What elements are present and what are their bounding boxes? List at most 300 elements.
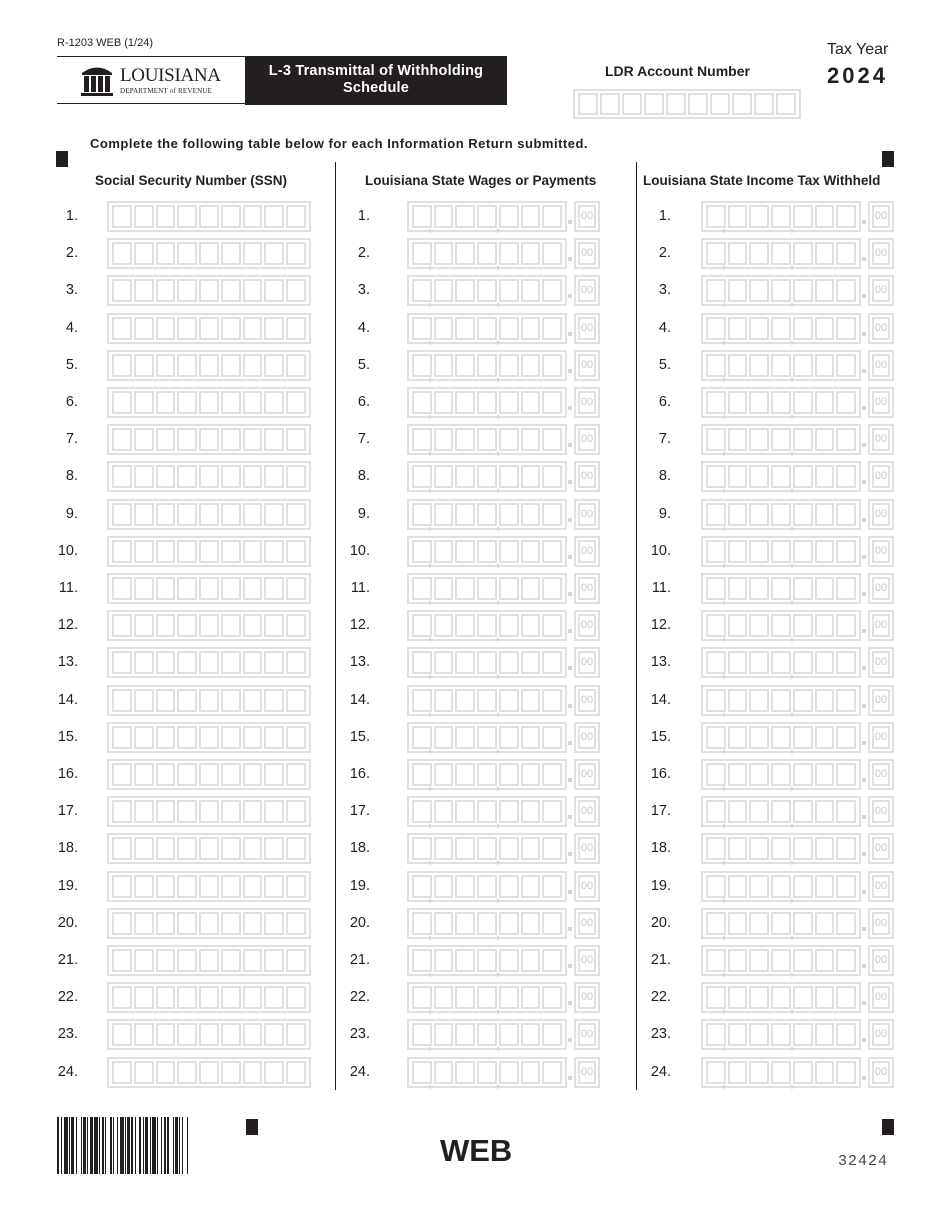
line-number: 12.: [650, 617, 671, 634]
thousands-separator: ,: [790, 218, 794, 234]
thousands-separator: ,: [496, 1036, 500, 1053]
ssn-field[interactable]: [107, 796, 311, 827]
line-number: 13.: [650, 654, 671, 671]
decimal-point: [568, 927, 572, 931]
decimal-point: [862, 1038, 866, 1042]
line-number: 11.: [350, 580, 370, 596]
decimal-point: [862, 443, 866, 447]
thousands-separator: ,: [722, 515, 726, 532]
line-number: 5.: [357, 356, 370, 373]
cents-placeholder: 00: [578, 949, 596, 972]
cents-field[interactable]: [574, 201, 600, 232]
ldr-account-label: LDR Account Number: [605, 63, 750, 79]
line-number: 24.: [650, 1063, 671, 1080]
line-number: 7.: [357, 431, 370, 448]
table-row: [0, 982, 950, 1016]
table-row: [0, 610, 950, 644]
line-number: 8.: [658, 468, 671, 485]
ssn-field[interactable]: [107, 982, 311, 1013]
table-row: [0, 945, 950, 976]
ssn-field[interactable]: [107, 424, 311, 455]
ssn-field[interactable]: [107, 647, 311, 678]
line-number: 1.: [65, 208, 78, 224]
decimal-point: [568, 1076, 572, 1080]
cents-field[interactable]: [868, 647, 894, 678]
cents-placeholder: 00: [872, 726, 890, 749]
thousands-separator: ,: [496, 627, 500, 644]
document-number: 32424: [838, 1153, 889, 1170]
thousands-separator: ,: [790, 1073, 794, 1090]
decimal-point: [862, 257, 866, 261]
decimal-point: [862, 555, 866, 559]
line-number: 13.: [349, 654, 370, 671]
thousands-separator: ,: [428, 1073, 432, 1090]
cents-field[interactable]: [868, 350, 894, 381]
line-number: 22.: [650, 989, 671, 1006]
decimal-point: [568, 964, 572, 968]
line-number: 2.: [658, 245, 671, 262]
line-number: 14.: [57, 691, 78, 708]
thousands-separator: ,: [790, 515, 794, 532]
decimal-point: [568, 741, 572, 745]
line-number: 18.: [57, 840, 78, 857]
thousands-separator: ,: [790, 776, 794, 792]
cents-placeholder: 00: [578, 837, 596, 860]
line-number: 10.: [650, 542, 671, 559]
table-row: [0, 536, 950, 567]
cents-placeholder: 00: [578, 651, 596, 674]
cents-field[interactable]: [574, 1019, 600, 1050]
decimal-point: [568, 592, 572, 596]
line-number: 24.: [349, 1063, 370, 1080]
thousands-separator: ,: [496, 924, 500, 941]
ssn-field[interactable]: [107, 759, 311, 790]
cents-placeholder: 00: [578, 205, 596, 228]
cents-field[interactable]: [868, 387, 894, 418]
line-number: 2.: [65, 245, 78, 262]
cents-placeholder: 00: [872, 242, 890, 265]
thousands-separator: ,: [496, 478, 500, 495]
thousands-separator: ,: [722, 552, 726, 569]
decimal-point: [568, 815, 572, 819]
cents-placeholder: 00: [872, 689, 890, 712]
thousands-separator: ,: [496, 887, 500, 904]
line-number: 10.: [57, 542, 78, 559]
thousands-separator: ,: [790, 850, 794, 867]
tax-year-value: 2024: [827, 63, 888, 88]
line-number: 5.: [65, 356, 78, 373]
cents-field[interactable]: [868, 759, 894, 790]
thousands-separator: ,: [722, 813, 726, 830]
cents-field[interactable]: [574, 499, 600, 530]
cents-field[interactable]: [574, 275, 600, 306]
table-row: [0, 201, 950, 232]
thousands-separator: ,: [496, 776, 500, 792]
decimal-point: [862, 518, 866, 522]
registration-mark: [246, 1119, 258, 1135]
thousands-separator: ,: [428, 218, 432, 234]
decimal-point: [862, 1001, 866, 1005]
line-number: 10.: [349, 542, 370, 559]
cents-placeholder: 00: [872, 503, 890, 526]
line-number: 16.: [57, 766, 78, 782]
decimal-point: [568, 480, 572, 484]
cents-placeholder: 00: [578, 242, 596, 265]
cents-field[interactable]: [868, 871, 894, 902]
cents-field[interactable]: [868, 201, 894, 232]
decimal-point: [862, 592, 866, 596]
decimal-point: [862, 220, 866, 224]
thousands-separator: ,: [722, 590, 726, 606]
logo-department: DEPARTMENT of REVENUE: [120, 87, 213, 95]
form-title-line2: Schedule: [342, 80, 410, 96]
thousands-separator: ,: [428, 738, 432, 755]
line-number: 7.: [65, 431, 78, 448]
cents-field[interactable]: [574, 313, 600, 344]
ldr-logo: [57, 56, 245, 104]
thousands-separator: ,: [790, 701, 794, 718]
decimal-point: [862, 294, 866, 298]
cents-field[interactable]: [574, 871, 600, 902]
cents-placeholder: 00: [872, 800, 890, 823]
cents-placeholder: 00: [872, 912, 890, 935]
cents-placeholder: 00: [872, 875, 890, 898]
cents-placeholder: 00: [872, 465, 890, 488]
thousands-separator: ,: [496, 255, 500, 272]
thousands-separator: ,: [428, 627, 432, 644]
cents-field[interactable]: [574, 796, 600, 827]
thousands-separator: ,: [790, 664, 794, 681]
table-row: [0, 238, 950, 272]
cents-placeholder: 00: [578, 1023, 596, 1046]
thousands-separator: ,: [496, 218, 500, 234]
cents-field[interactable]: [868, 1057, 894, 1088]
thousands-separator: ,: [722, 962, 726, 978]
cents-field[interactable]: [574, 424, 600, 455]
decimal-point: [862, 741, 866, 745]
thousands-separator: ,: [722, 850, 726, 867]
line-number: 23.: [650, 1026, 671, 1043]
thousands-separator: ,: [722, 478, 726, 495]
decimal-point: [568, 369, 572, 373]
capitol-emblem-icon: [79, 64, 115, 98]
ssn-field[interactable]: [107, 499, 311, 530]
line-number: 2.: [357, 245, 370, 262]
cents-field[interactable]: [574, 759, 600, 790]
thousands-separator: ,: [428, 962, 432, 978]
ssn-field[interactable]: [107, 871, 311, 902]
cents-placeholder: 00: [872, 1023, 890, 1046]
table-row: [0, 908, 950, 939]
line-number: 6.: [65, 394, 78, 410]
thousands-separator: ,: [790, 887, 794, 904]
thousands-separator: ,: [722, 404, 726, 420]
thousands-separator: ,: [722, 999, 726, 1016]
cents-field[interactable]: [868, 982, 894, 1013]
line-number: 22.: [57, 989, 78, 1006]
line-number: 19.: [650, 877, 671, 894]
cents-placeholder: 00: [872, 317, 890, 340]
decimal-point: [568, 294, 572, 298]
line-number: 17.: [650, 803, 671, 820]
ldr-account-input[interactable]: [573, 89, 801, 119]
decimal-point: [862, 852, 866, 856]
cents-placeholder: 00: [872, 540, 890, 563]
thousands-separator: ,: [790, 924, 794, 941]
table-row: [0, 833, 950, 867]
table-row: [0, 1019, 950, 1053]
cents-placeholder: 00: [578, 465, 596, 488]
line-number: 13.: [57, 654, 78, 671]
table-row: [0, 424, 950, 458]
thousands-separator: ,: [790, 255, 794, 272]
ssn-field[interactable]: [107, 685, 311, 716]
cents-field[interactable]: [868, 722, 894, 753]
column-header-wages: Louisiana State Wages or Payments: [365, 173, 597, 188]
cents-placeholder: 00: [578, 428, 596, 451]
decimal-point: [568, 1038, 572, 1042]
cents-placeholder: 00: [578, 800, 596, 823]
table-row: [0, 275, 950, 309]
line-number: 8.: [65, 468, 78, 485]
ssn-field[interactable]: [107, 945, 311, 976]
thousands-separator: ,: [722, 701, 726, 718]
barcode: [57, 1117, 229, 1174]
table-row: [0, 499, 950, 530]
decimal-point: [568, 629, 572, 633]
decimal-point: [568, 1001, 572, 1005]
line-number: 16.: [349, 766, 370, 782]
ssn-field[interactable]: [107, 1057, 311, 1088]
cents-placeholder: 00: [578, 279, 596, 302]
cents-field[interactable]: [574, 610, 600, 641]
ssn-field[interactable]: [107, 238, 311, 269]
cents-field[interactable]: [868, 1019, 894, 1050]
ssn-field[interactable]: [107, 722, 311, 753]
instruction-text: Complete the following table below for each Information Return submitted.: [90, 136, 589, 151]
ssn-field[interactable]: [107, 387, 311, 418]
line-number: 11.: [651, 580, 671, 596]
table-row: [0, 685, 950, 716]
thousands-separator: ,: [722, 776, 726, 792]
ssn-field[interactable]: [107, 461, 311, 492]
thousands-separator: ,: [428, 255, 432, 272]
cents-placeholder: 00: [872, 986, 890, 1009]
cents-field[interactable]: [868, 536, 894, 567]
cents-placeholder: 00: [578, 614, 596, 637]
decimal-point: [862, 704, 866, 708]
cents-field[interactable]: [574, 573, 600, 604]
thousands-separator: ,: [428, 924, 432, 941]
thousands-separator: ,: [428, 552, 432, 569]
cents-field[interactable]: [868, 238, 894, 269]
line-number: 4.: [658, 319, 671, 336]
thousands-separator: ,: [790, 404, 794, 420]
cents-placeholder: 00: [872, 577, 890, 600]
cents-placeholder: 00: [578, 689, 596, 712]
decimal-point: [568, 666, 572, 670]
line-number: 1.: [357, 208, 370, 224]
cents-placeholder: 00: [872, 763, 890, 786]
cents-field[interactable]: [574, 536, 600, 567]
line-number: 24.: [57, 1063, 78, 1080]
table-row: [0, 759, 950, 790]
thousands-separator: ,: [722, 1073, 726, 1090]
cents-field[interactable]: [868, 610, 894, 641]
decimal-point: [862, 480, 866, 484]
cents-field[interactable]: [574, 685, 600, 716]
line-number: 18.: [650, 840, 671, 857]
line-number: 16.: [650, 766, 671, 782]
line-number: 19.: [57, 877, 78, 894]
cents-field[interactable]: [574, 387, 600, 418]
cents-placeholder: 00: [578, 540, 596, 563]
decimal-point: [862, 629, 866, 633]
cents-field[interactable]: [574, 722, 600, 753]
cents-field[interactable]: [574, 350, 600, 381]
cents-placeholder: 00: [872, 205, 890, 228]
ssn-field[interactable]: [107, 313, 311, 344]
thousands-separator: ,: [722, 218, 726, 234]
thousands-separator: ,: [496, 962, 500, 978]
thousands-separator: ,: [722, 664, 726, 681]
thousands-separator: ,: [790, 329, 794, 346]
thousands-separator: ,: [722, 738, 726, 755]
decimal-point: [862, 666, 866, 670]
cents-field[interactable]: [868, 573, 894, 604]
thousands-separator: ,: [722, 329, 726, 346]
ssn-field[interactable]: [107, 275, 311, 306]
thousands-separator: ,: [496, 515, 500, 532]
decimal-point: [568, 332, 572, 336]
ssn-field[interactable]: [107, 908, 311, 939]
cents-placeholder: 00: [578, 577, 596, 600]
line-number: 11.: [58, 580, 78, 596]
decimal-point: [568, 890, 572, 894]
line-number: 9.: [65, 505, 78, 522]
registration-mark: [882, 151, 894, 167]
cents-field[interactable]: [868, 499, 894, 530]
thousands-separator: ,: [428, 813, 432, 830]
thousands-separator: ,: [428, 776, 432, 792]
cents-field[interactable]: [574, 461, 600, 492]
cents-field[interactable]: [868, 313, 894, 344]
cents-field[interactable]: [574, 238, 600, 269]
thousands-separator: ,: [790, 441, 794, 458]
thousands-separator: ,: [722, 627, 726, 644]
decimal-point: [568, 852, 572, 856]
cents-placeholder: 00: [872, 279, 890, 302]
thousands-separator: ,: [496, 1073, 500, 1090]
ssn-field[interactable]: [107, 201, 311, 232]
ssn-field[interactable]: [107, 573, 311, 604]
decimal-point: [862, 815, 866, 819]
cents-field[interactable]: [868, 833, 894, 864]
cents-field[interactable]: [868, 908, 894, 939]
thousands-separator: ,: [428, 590, 432, 606]
cents-field[interactable]: [574, 908, 600, 939]
thousands-separator: ,: [496, 329, 500, 346]
table-row: [0, 350, 950, 381]
table-row: [0, 1057, 950, 1088]
cents-placeholder: 00: [872, 428, 890, 451]
decimal-point: [568, 443, 572, 447]
line-number: 7.: [658, 431, 671, 448]
line-number: 12.: [57, 617, 78, 634]
cents-field[interactable]: [574, 647, 600, 678]
form-id: R-1203 WEB (1/24): [57, 37, 153, 49]
cents-field[interactable]: [574, 833, 600, 864]
cents-placeholder: 00: [578, 391, 596, 414]
cents-field[interactable]: [868, 945, 894, 976]
thousands-separator: ,: [496, 999, 500, 1016]
cents-field[interactable]: [868, 461, 894, 492]
decimal-point: [568, 220, 572, 224]
cents-field[interactable]: [574, 1057, 600, 1088]
thousands-separator: ,: [428, 664, 432, 681]
line-number: 23.: [57, 1026, 78, 1043]
cents-field[interactable]: [868, 796, 894, 827]
logo-name: LOUISIANA: [120, 65, 221, 86]
table-row: [0, 313, 950, 344]
thousands-separator: ,: [722, 924, 726, 941]
thousands-separator: ,: [790, 590, 794, 606]
table-row: [0, 461, 950, 495]
column-header-withheld: Louisiana State Income Tax Withheld: [643, 173, 881, 188]
line-number: 20.: [349, 914, 370, 931]
line-number: 21.: [349, 952, 370, 968]
ssn-field[interactable]: [107, 833, 311, 864]
thousands-separator: ,: [496, 738, 500, 755]
decimal-point: [568, 555, 572, 559]
cents-placeholder: 00: [578, 763, 596, 786]
thousands-separator: ,: [790, 478, 794, 495]
cents-field[interactable]: [868, 685, 894, 716]
table-row: [0, 871, 950, 902]
decimal-point: [862, 332, 866, 336]
cents-field[interactable]: [868, 424, 894, 455]
decimal-point: [862, 927, 866, 931]
cents-field[interactable]: [574, 982, 600, 1013]
cents-placeholder: 00: [872, 614, 890, 637]
cents-placeholder: 00: [872, 1061, 890, 1084]
line-number: 20.: [57, 914, 78, 931]
line-number: 3.: [357, 282, 370, 299]
line-number: 8.: [357, 468, 370, 485]
ssn-field[interactable]: [107, 610, 311, 641]
line-number: 21.: [57, 952, 78, 968]
thousands-separator: ,: [428, 887, 432, 904]
ssn-field[interactable]: [107, 1019, 311, 1050]
cents-placeholder: 00: [578, 726, 596, 749]
thousands-separator: ,: [496, 552, 500, 569]
ssn-field[interactable]: [107, 350, 311, 381]
ssn-field[interactable]: [107, 536, 311, 567]
line-number: 20.: [650, 914, 671, 931]
line-number: 14.: [349, 691, 370, 708]
table-row: [0, 722, 950, 753]
thousands-separator: ,: [722, 887, 726, 904]
registration-mark: [56, 151, 68, 167]
thousands-separator: ,: [496, 366, 500, 383]
decimal-point: [568, 518, 572, 522]
thousands-separator: ,: [722, 255, 726, 272]
cents-field[interactable]: [868, 275, 894, 306]
line-number: 22.: [349, 989, 370, 1006]
line-number: 4.: [357, 319, 370, 336]
cents-placeholder: 00: [872, 354, 890, 377]
cents-field[interactable]: [574, 945, 600, 976]
